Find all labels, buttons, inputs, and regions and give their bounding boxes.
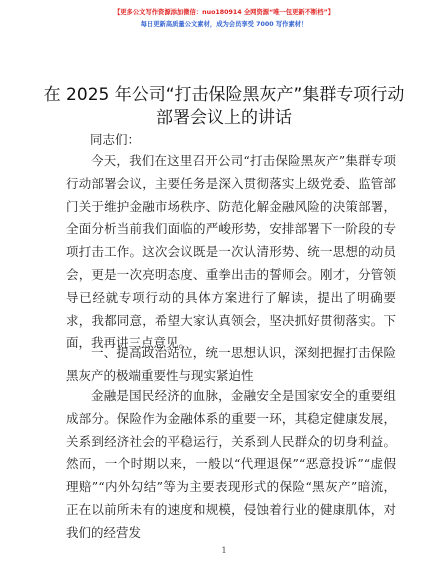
- promo-banner-line-2: 每日更新高质量公文素材，成为会员享受 7000 写作素材！: [140, 21, 308, 28]
- body-paragraph-1: 今天，我们在这里召开公司“打击保险黑灰产”集群专项行动部署会议，主要任务是深入贯彻落实上级党委、监管部门关于维护金融市场秩序、防范化解金融风险的决策部署，全面分析当前我们面临的严峻形势，安排部署下一阶段的专项打击工作。这次会议既是一次认清形势、统一思想的动员会，更是一次亮明态度、重拳出击的誓师会。刚才，分管领导已经就专项行动的具体方案进行了解读，提出了明确要求，我都同意，希望大家认真领会，坚决抓好贯彻落实。下面，我再讲三点意见。: [66, 153, 396, 351]
- section-heading-1: 一、提高政治站位，统一思想认识，深刻把握打击保险黑灰产的极端重要性与现实紧迫性: [66, 345, 396, 383]
- document-title: 在 2025 年公司“打击保险黑灰产”集群专项行动部署会议上的讲话: [43, 85, 405, 128]
- promo-banner-line-1: 【更多公文写作资源添加微信：nuo180914 全网资源“唯一包更新不断档”】: [113, 9, 335, 16]
- body-paragraph-2: 金融是国民经济的血脉，金融安全是国家安全的重要组成部分。保险作为金融体系的重要一环，其稳定健康发展，关系到经济社会的平稳运行，关系到人民群众的切身利益。然而，一个时期以来，一般以“代理退保”“恶意投诉”“虚假理赔”“内外勾结”等为主要表现形式的保险“黑灰产”暗流，正在以前所未有的速度和规模，侵蚀着行业的健康肌体，对我们的经营发: [66, 388, 396, 540]
- page-number: 1: [221, 546, 227, 555]
- salutation: 同志们：: [90, 132, 141, 147]
